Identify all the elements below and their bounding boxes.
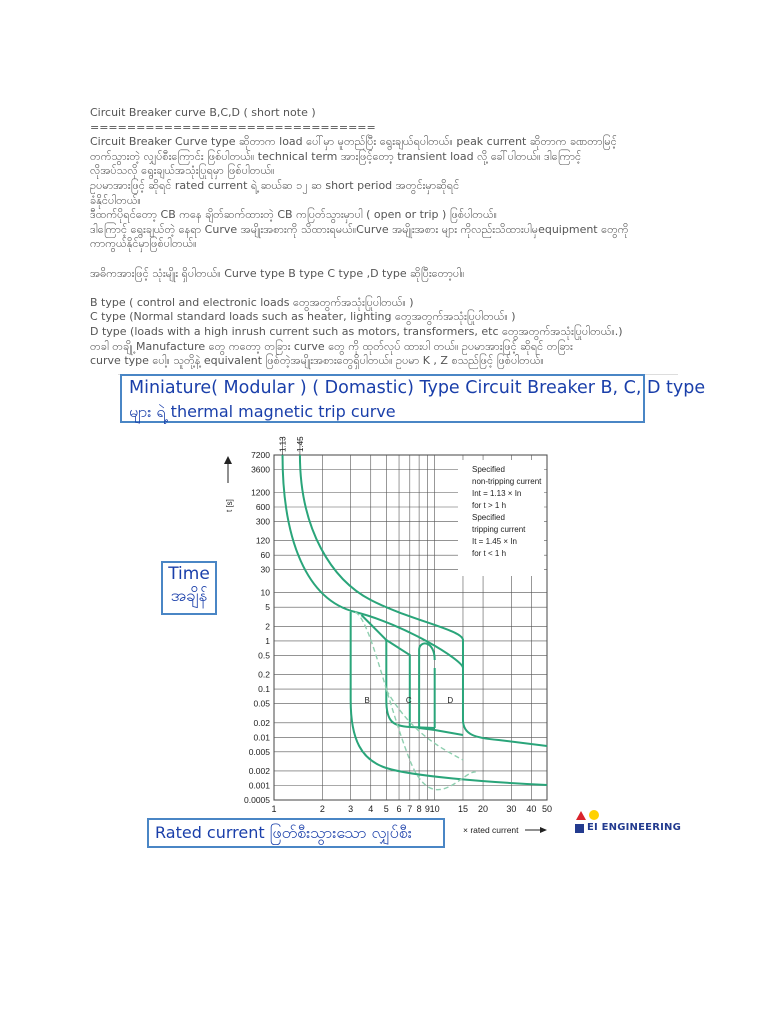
x-tick-label: 8 bbox=[416, 804, 422, 814]
time-label-box bbox=[161, 561, 217, 615]
x-tick-label: 40 bbox=[526, 804, 537, 814]
x-tick-label: 20 bbox=[478, 804, 489, 814]
y-tick-label: 7200 bbox=[251, 450, 270, 460]
top-marker-label: 1.45 bbox=[295, 436, 305, 452]
y-tick-label: 0.005 bbox=[248, 746, 270, 757]
top-marker-label: 1.13 bbox=[278, 436, 288, 452]
y-tick-label: 5 bbox=[265, 602, 270, 613]
legend-text: non-tripping current bbox=[472, 477, 542, 486]
text-line: =============================== bbox=[90, 120, 376, 134]
figure-title-box bbox=[120, 374, 706, 423]
square-icon bbox=[575, 824, 584, 833]
x-tick-label: 4 bbox=[368, 804, 374, 814]
figure-title-line1: Miniature( Modular ) ( Domastic) Type Circuit Breaker B, C, D type bbox=[129, 378, 706, 398]
y-tick-label: 0.02 bbox=[253, 717, 270, 728]
y-tick-label: 0.5 bbox=[258, 650, 270, 661]
curve-label: D bbox=[447, 696, 454, 705]
legend-text: Int = 1.13 × In bbox=[472, 489, 522, 498]
curve-label: C bbox=[405, 696, 412, 705]
y-tick-label: 0.001 bbox=[248, 780, 270, 791]
x-tick-label: 6 bbox=[396, 804, 402, 814]
circle-icon bbox=[589, 810, 599, 820]
text-line: တက်သွားတဲ့ လျှပ်စီးကြောင်း ဖြစ်ပါတယ်။ technical term အားဖြင့်တော့ transient load လို့ ခေါ်ပါတယ်။ ဒါကြောင့် bbox=[90, 149, 582, 163]
text-line: C type (Normal standard loads such as heater, lighting တွေအတွက်အသုံးပြုပါတယ်။ ) bbox=[90, 310, 516, 324]
legend-text: for t < 1 h bbox=[472, 549, 507, 558]
rated-current-label: Rated current ဖြတ်စီးသွားသော လျှပ်စီး bbox=[155, 823, 412, 842]
text-line: ဒါကြောင့် ရွေးချယ်တဲ့ နေရာ Curve အမျိုးအစားကို သိထားရမယ်။Curve အမျိုးအစား များ ကိုလည်းသိထားပါမှequipment တွေကို bbox=[90, 222, 629, 236]
y-tick-label: 0.01 bbox=[253, 732, 270, 743]
y-axis-caption: t [s] bbox=[225, 499, 234, 512]
x-tick-label: 1 bbox=[271, 804, 277, 814]
x-tick-label: 2 bbox=[319, 804, 325, 814]
time-label-mm: အချိန် bbox=[170, 586, 208, 606]
y-tick-label: 0.2 bbox=[258, 669, 270, 680]
y-tick-label: 120 bbox=[255, 535, 270, 546]
text-line: curve type ပေါ့။ သူတို့နဲ့ equivalent ဖြစ်တဲ့အမျိုးအစားတွေရှိပါတယ်။ ဥပမာ K , Z စသည်ဖြင့် ဖြစ်ပါတယ်။ bbox=[90, 354, 544, 368]
text-line: D type (loads with a high inrush current such as motors, transformers, etc တွေအတွက်အသုံးပြုပါတယ်။.) bbox=[90, 324, 623, 338]
x-tick-label: 15 bbox=[457, 804, 468, 814]
y-tick-label: 1 bbox=[265, 635, 270, 646]
y-tick-label: 1200 bbox=[251, 487, 270, 498]
text-line: လိုအပ်သလို ရွေးချယ်အသုံးပြုရမှာ ဖြစ်ပါတယ်။ bbox=[90, 164, 275, 178]
text-line: တခါ တချို့ Manufacture တွေ ကတော့ တခြား curve တွေ ကို ထုတ်လုပ် ထားပါ တယ်။ ဥပမာအားဖြင့် ဆိုရင် တခြား bbox=[90, 339, 573, 353]
y-tick-label: 0.1 bbox=[258, 684, 270, 695]
x-tick-label: 10 bbox=[429, 804, 440, 814]
x-tick-label: 50 bbox=[541, 804, 553, 814]
legend-text: Specified bbox=[472, 513, 505, 522]
rated-current-label-box bbox=[147, 818, 445, 848]
legend-text: tripping current bbox=[472, 525, 526, 534]
x-axis-caption: × rated current bbox=[463, 825, 519, 835]
text-line: ခံနိုင်ပါတယ်။ bbox=[90, 193, 141, 207]
y-tick-label: 0.002 bbox=[248, 765, 270, 776]
legend-text: It = 1.45 × In bbox=[472, 537, 517, 546]
y-tick-label: 60 bbox=[260, 550, 270, 561]
text-line: ဥပမာအားဖြင့် ဆိုရင် rated current ရဲ့ ဆယ်ဆ ၁၂ ဆ short period အတွင်းမှာဆိုရင် bbox=[90, 178, 460, 192]
x-tick-label: 3 bbox=[348, 804, 354, 814]
legend-text: Specified bbox=[472, 465, 505, 474]
text-line: အဓိကအားဖြင့် သုံးမျိုး ရှိပါတယ်။ Curve type B type C type ,D type ဆိုပြီးတော့ပါ။ bbox=[90, 266, 465, 280]
brand-name: EI ENGINEERING bbox=[587, 822, 681, 833]
y-tick-label: 30 bbox=[260, 564, 270, 575]
x-tick-label: 30 bbox=[506, 804, 517, 814]
figure-title-line2: များ ရဲ့ thermal magnetic trip curve bbox=[129, 402, 396, 421]
y-tick-label: 300 bbox=[255, 516, 270, 527]
y-tick-label: 3600 bbox=[251, 464, 270, 475]
text-line: ကာကွယ်နိုင်မှာဖြစ်ပါတယ်။ bbox=[90, 237, 197, 251]
text-line: B type ( control and electronic loads တွေအတွက်အသုံးပြုပါတယ်။ ) bbox=[90, 295, 414, 309]
y-axis-arrowhead bbox=[224, 456, 232, 464]
x-tick-label: 9 bbox=[424, 804, 430, 814]
y-tick-label: 10 bbox=[260, 587, 270, 598]
triangle-icon bbox=[576, 811, 586, 820]
text-line: Circuit Breaker curve B,C,D ( short note ) bbox=[90, 106, 316, 119]
x-axis-arrowhead bbox=[540, 827, 547, 833]
y-tick-label: 0.05 bbox=[253, 698, 270, 709]
y-tick-label: 2 bbox=[265, 621, 270, 632]
curve-label: B bbox=[364, 696, 370, 705]
x-tick-label: 7 bbox=[407, 804, 413, 814]
x-tick-label: 5 bbox=[383, 804, 389, 814]
time-label: Time bbox=[168, 564, 210, 584]
y-tick-label: 0.0005 bbox=[244, 795, 270, 805]
text-line: ဒီထက်ပိုရင်တော့ CB ကနေ ချိတ်ဆက်ထားတဲ့ CB ကပြတ်သွားမှာပါ ( open or trip ) ဖြစ်ပါတယ်။ bbox=[90, 208, 497, 222]
text-line: Circuit Breaker Curve type ဆိုတာက load ပေါ်မှာ မူတည်ပြီး ရွေးချယ်ရပါတယ်။ peak current ဆိုတာက ခဏတာမြင့် bbox=[90, 135, 617, 149]
legend-text: for t > 1 h bbox=[472, 501, 507, 510]
y-tick-label: 600 bbox=[255, 502, 270, 513]
